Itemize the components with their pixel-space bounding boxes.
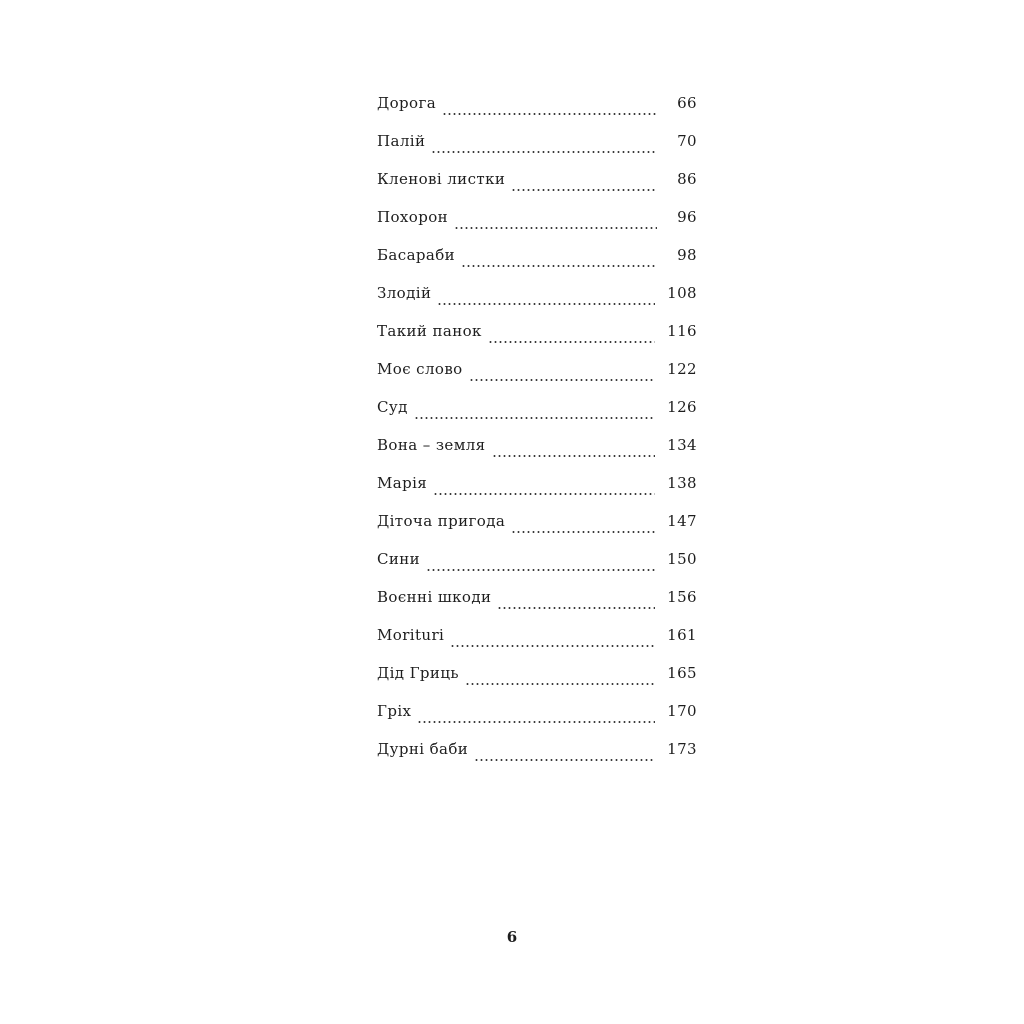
toc-entry-page: 96 bbox=[677, 208, 697, 226]
toc-entry-title: Гріх bbox=[377, 702, 412, 720]
toc-entry-title: Палій bbox=[377, 132, 426, 150]
toc-entry bbox=[377, 664, 697, 702]
toc-leader bbox=[431, 149, 657, 155]
toc-entry bbox=[377, 246, 697, 284]
toc-entry-page: 86 bbox=[677, 170, 697, 188]
toc-entry-title: Воєнні шкоди bbox=[377, 588, 492, 606]
toc-leader bbox=[511, 187, 657, 193]
toc-entry-page: 108 bbox=[667, 284, 697, 302]
toc-leader bbox=[511, 529, 655, 535]
toc-entry bbox=[377, 550, 697, 588]
toc-entry-page: 150 bbox=[667, 550, 697, 568]
toc-entry-title: Вона – земля bbox=[377, 436, 486, 454]
toc-entry-page: 70 bbox=[677, 132, 697, 150]
toc-entry bbox=[377, 626, 697, 664]
toc-entry-title: Суд bbox=[377, 398, 408, 416]
toc-entry bbox=[377, 132, 697, 170]
toc-leader bbox=[465, 681, 655, 687]
toc-entry bbox=[377, 94, 697, 132]
toc-entry bbox=[377, 588, 697, 626]
toc-leader bbox=[454, 225, 657, 231]
toc-entry-page: 126 bbox=[667, 398, 697, 416]
toc-leader bbox=[414, 415, 655, 421]
toc-entry-page: 161 bbox=[667, 626, 697, 644]
toc-entry bbox=[377, 284, 697, 322]
toc-entry-page: 134 bbox=[667, 436, 697, 454]
toc-entry-title: Діточа пригода bbox=[377, 512, 506, 530]
toc-entry-page: 116 bbox=[667, 322, 697, 340]
toc-entry-page: 98 bbox=[677, 246, 697, 264]
toc-entry-title: Дід Гриць bbox=[377, 664, 459, 682]
toc-leader bbox=[469, 377, 656, 383]
toc-entry bbox=[377, 436, 697, 474]
toc-entry-title: Moriturі bbox=[377, 626, 445, 644]
toc-leader bbox=[437, 301, 655, 307]
toc-entry-title: Моє слово bbox=[377, 360, 463, 378]
toc-leader bbox=[442, 111, 657, 117]
toc-entry bbox=[377, 702, 697, 740]
toc-entry-title: Злодій bbox=[377, 284, 432, 302]
toc-entry-page: 147 bbox=[667, 512, 697, 530]
toc-entry-title: Марія bbox=[377, 474, 428, 492]
toc-entry-page: 66 bbox=[677, 94, 697, 112]
toc-entry bbox=[377, 512, 697, 550]
toc-leader bbox=[426, 567, 655, 573]
toc-leader bbox=[433, 491, 655, 497]
toc-leader bbox=[461, 263, 657, 269]
toc-entry-page: 170 bbox=[667, 702, 697, 720]
toc-entry-page: 156 bbox=[667, 588, 697, 606]
toc-entry-page: 173 bbox=[667, 740, 697, 758]
toc-entry-title: Басараби bbox=[377, 246, 456, 264]
toc-leader bbox=[417, 719, 655, 725]
toc-leader bbox=[488, 339, 655, 345]
toc-entry-page: 138 bbox=[667, 474, 697, 492]
toc-entry bbox=[377, 740, 697, 778]
toc-leader bbox=[492, 453, 656, 459]
toc-leader bbox=[497, 605, 655, 611]
toc-entry bbox=[377, 398, 697, 436]
page-number: 6 bbox=[506, 928, 518, 946]
toc-entry-title: Сини bbox=[377, 550, 421, 568]
toc-entry bbox=[377, 360, 697, 398]
toc-leader bbox=[450, 643, 655, 649]
toc-entry-page: 122 bbox=[667, 360, 697, 378]
toc-entry bbox=[377, 322, 697, 360]
toc-entry bbox=[377, 208, 697, 246]
toc-entry bbox=[377, 170, 697, 208]
toc-entry-title: Дурні баби bbox=[377, 740, 469, 758]
toc-entry bbox=[377, 474, 697, 512]
toc-leader bbox=[474, 757, 655, 763]
toc-entry-page: 165 bbox=[667, 664, 697, 682]
toc-entry-title: Похорон bbox=[377, 208, 449, 226]
toc-entry-title: Такий панок bbox=[377, 322, 482, 340]
table-of-contents bbox=[377, 94, 697, 778]
toc-entry-title: Кленові листки bbox=[377, 170, 506, 188]
toc-entry-title: Дорога bbox=[377, 94, 437, 112]
